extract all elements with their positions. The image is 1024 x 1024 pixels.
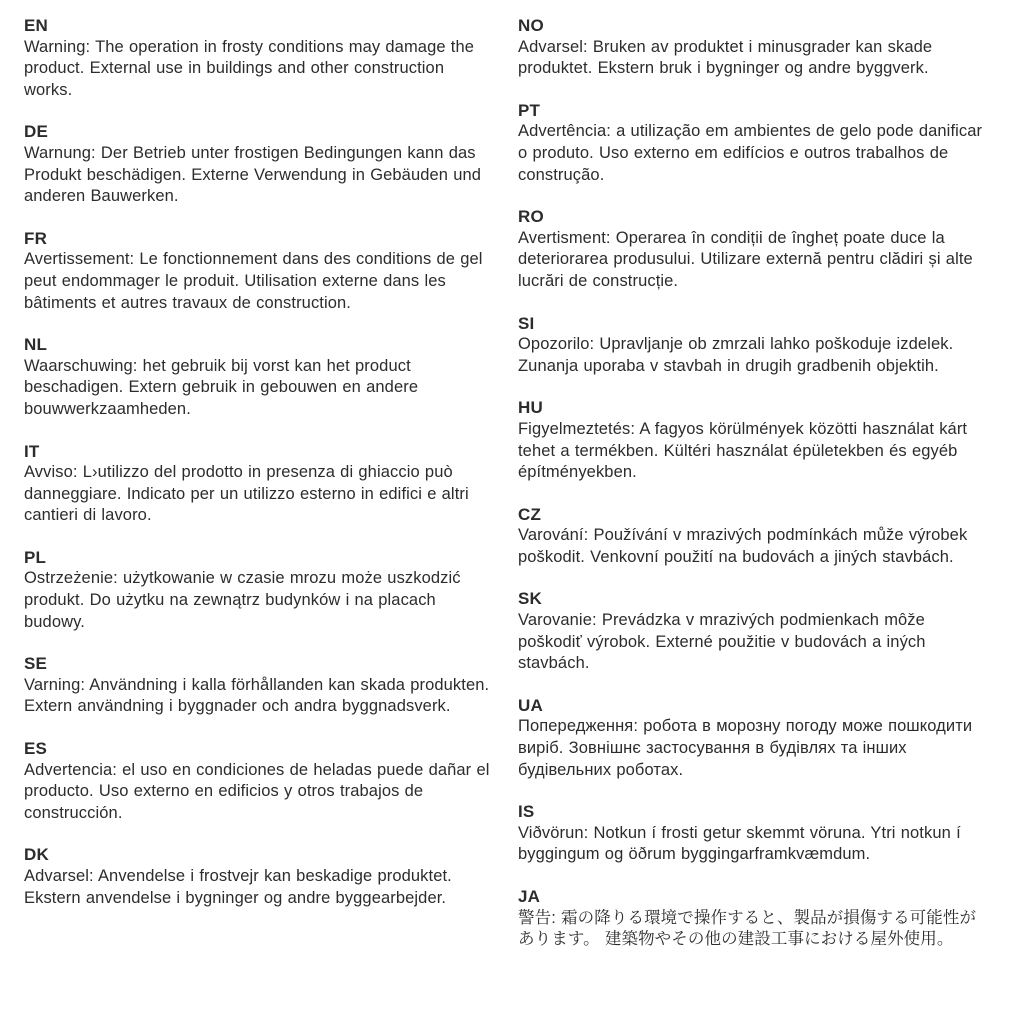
lang-code-nl: NL (24, 335, 48, 355)
lang-code-ro: RO (518, 207, 544, 227)
warning-text-fr: Avertissement: Le fonctionnement dans des conditions de gel peut endommager le produit. Utilisation externe dans les bâtiments et autres travaux de construction. (24, 250, 483, 312)
lang-code-en: EN (24, 16, 49, 35)
lang-code-fr: FR (24, 228, 48, 248)
warning-text-es: Advertencia: el uso en condiciones de heladas puede dañar el producto. Uso externo en edificios y otros trabajos de construcción. (24, 760, 490, 822)
section-ua (518, 695, 986, 781)
section-nl (24, 334, 492, 420)
section-ro (518, 206, 986, 292)
section-en (24, 15, 492, 101)
section-it (24, 441, 492, 527)
section-pl (24, 547, 492, 633)
section-si (518, 313, 986, 378)
warning-text-de: Warnung: Der Betrieb unter frostigen Bedingungen kann das Produkt beschädigen. Externe Verwendung in Gebäuden und anderen Bauwerken. (24, 143, 482, 206)
warning-text-no: Advarsel: Bruken av produktet i minusgrader kan skade produktet. Ekstern bruk i bygninger og andre byggverk. (518, 37, 933, 78)
lang-code-pl: PL (24, 547, 47, 567)
right-column (518, 15, 986, 1024)
warning-text-dk: Advarsel: Anvendelse i frostvejr kan beskadige produktet. Ekstern anvendelse i bygninger og andre byggearbejder. (24, 867, 452, 907)
warning-text-pt: Advertência: a utilização em ambientes de gelo pode danificar o produto. Uso externo em edifícios e outros trabalhos de construção. (518, 122, 983, 184)
section-pt (518, 100, 986, 186)
warning-text-en: Warning: The operation in frosty conditions may damage the product. External use in buildings and other construction works. (24, 37, 475, 99)
warning-text-pl: Ostrzeżenie: użytkowanie w czasie mrozu może uszkodzić produkt. Do użytku na zewnątrz budynków i na placach budowy. (24, 569, 461, 631)
warning-text-ja: 警告: 霜の降りる環境で操作すると、製品が損傷する可能性があります。 建築物やその他の建設工事における屋外使用。 (518, 908, 977, 949)
warning-text-is: Viðvörun: Notkun í frosti getur skemmt vöruna. Ytri notkun í byggingum og öðrum byggingarframkvæmdum. (518, 823, 961, 864)
section-cz (518, 504, 986, 569)
lang-code-no: NO (518, 16, 544, 35)
warning-text-se: Varning: Användning i kalla förhållanden kan skada produkten. Extern användning i byggnader och andra byggnadsverk. (24, 675, 490, 716)
warning-text-it: Avviso: L›utilizzo del prodotto in presenza di ghiaccio può danneggiare. Indicato per un utilizzo esterno in edifici e altri cantieri di lavoro. (24, 463, 469, 525)
lang-code-cz: CZ (518, 504, 542, 524)
section-se (24, 653, 492, 718)
section-es (24, 738, 492, 824)
section-is (518, 801, 986, 866)
lang-code-is: IS (518, 802, 535, 822)
lang-code-it: IT (24, 441, 40, 461)
section-de (24, 121, 492, 207)
section-dk (24, 844, 492, 909)
warning-text-ro: Avertisment: Operarea în condiții de îngheț poate duce la deteriorarea produsului. Utilizare externă pentru clădiri și alte lucrări de construcție. (518, 228, 973, 290)
warning-text-hu: Figyelmeztetés: A fagyos körülmények közötti használat kárt tehet a termékben. Kültéri használat épületekben és egyéb építményekben. (518, 419, 968, 482)
section-fr (24, 228, 492, 314)
lang-code-hu: HU (518, 398, 543, 418)
lang-code-ja: JA (518, 887, 541, 906)
lang-code-de: DE (24, 122, 49, 142)
section-no (518, 15, 986, 80)
lang-code-pt: PT (518, 100, 541, 120)
warning-text-si: Opozorilo: Upravljanje ob zmrzali lahko poškoduje izdelek. Zunanja uporaba v stavbah in drugih gradbenih objektih. (518, 335, 954, 375)
lang-code-sk: SK (518, 589, 543, 609)
section-sk (518, 588, 986, 674)
section-hu (518, 397, 986, 483)
lang-code-es: ES (24, 739, 48, 759)
warning-text-nl: Waarschuwing: het gebruik bij vorst kan het product beschadigen. Extern gebruik in gebouwen en andere bouwwerkzaamheden. (24, 356, 419, 418)
left-column (24, 15, 492, 1024)
warning-text-sk: Varovanie: Prevádzka v mrazivých podmienkach môže poškodiť výrobok. Externé použitie v budovách a iných stavbách. (518, 611, 926, 673)
warning-text-cz: Varování: Používání v mrazivých podmínkách může výrobek poškodit. Venkovní použití na budovách a jiných stavbách. (518, 526, 968, 566)
lang-code-ua: UA (518, 695, 543, 715)
lang-code-se: SE (24, 654, 48, 674)
lang-code-dk: DK (24, 845, 49, 865)
lang-code-si: SI (518, 313, 535, 333)
section-ja (518, 886, 986, 951)
warning-text-ua: Попередження: робота в морозну погоду може пошкодити виріб. Зовнішнє застосування в будівлях та інших будівельних роботах. (518, 717, 973, 779)
